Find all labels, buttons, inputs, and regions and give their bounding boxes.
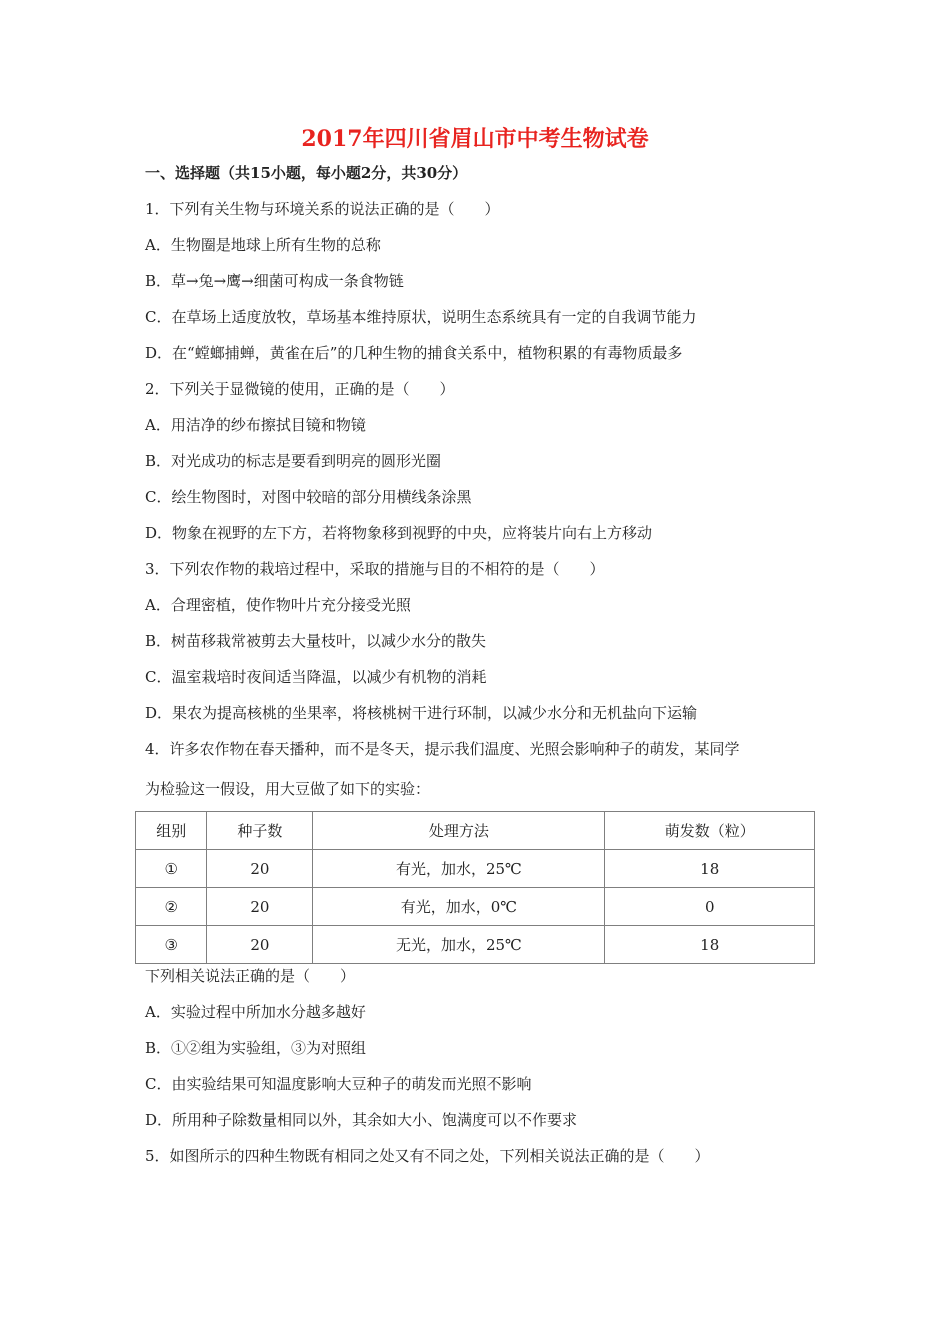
q2-option-a: A．用洁净的纱布擦拭目镜和物镜 [145,416,366,434]
section-heading: 一、选择题（共15小题，每小题2分，共30分） [145,164,468,182]
table-row [136,888,815,926]
q3-option-a: A．合理密植，使作物叶片充分接受光照 [145,596,411,614]
q4-stem-line3: 下列相关说法正确的是（ ） [145,967,356,985]
q3-option-d: D．果农为提高核桃的坐果率，将核桃树干进行环制，以减少水分和无机盐向下运输 [145,704,698,722]
q3-stem: 3．下列农作物的栽培过程中，采取的措施与目的不相符的是（ ） [145,560,605,578]
q4-stem-line2: 为检验这一假设，用大豆做了如下的实验： [145,780,431,798]
table-cell: 20 [207,926,313,964]
table-cell: 18 [605,850,815,888]
experiment-table [135,811,815,964]
table-cell: 有光，加水，25℃ [313,850,605,888]
q1-option-b: B．草→兔→鹰→细菌可构成一条食物链 [145,272,404,290]
q2-stem: 2．下列关于显微镜的使用，正确的是（ ） [145,380,455,398]
table-cell: 无光，加水，25℃ [313,926,605,964]
q4-option-c: C．由实验结果可知温度影响大豆种子的萌发而光照不影响 [145,1075,532,1093]
q4-option-a: A．实验过程中所加水分越多越好 [145,1003,366,1021]
q1-stem: 1．下列有关生物与环境关系的说法正确的是（ ） [145,200,500,218]
q1-option-c: C．在草场上适度放牧，草场基本维持原状，说明生态系统具有一定的自我调节能力 [145,308,697,326]
q3-option-c: C．温室栽培时夜间适当降温，以减少有机物的消耗 [145,668,487,686]
table-header-cell: 萌发数（粒） [605,812,815,850]
q1-option-d: D．在“螳螂捕蝉，黄雀在后”的几种生物的捕食关系中，植物积累的有毒物质最多 [145,344,683,362]
q4-stem-line1: 4．许多农作物在春天播种，而不是冬天，提示我们温度、光照会影响种子的萌发，某同学 [145,740,740,758]
table-cell: ③ [136,926,207,964]
q4-option-b: B．①②组为实验组，③为对照组 [145,1039,367,1057]
table-row [136,926,815,964]
table-cell: 有光，加水，0℃ [313,888,605,926]
q1-option-a: A．生物圈是地球上所有生物的总称 [145,236,381,254]
q2-option-c: C．绘生物图时，对图中较暗的部分用横线条涂黑 [145,488,472,506]
q3-option-b: B．树苗移栽常被剪去大量枝叶，以减少水分的散失 [145,632,487,650]
q2-option-d: D．物象在视野的左下方，若将物象移到视野的中央，应将装片向右上方移动 [145,524,653,542]
table-cell: 20 [207,888,313,926]
table-cell: ① [136,850,207,888]
q4-option-d: D．所用种子除数量相同以外，其余如大小、饱满度可以不作要求 [145,1111,578,1129]
table-header-row [136,812,815,850]
table-cell: 18 [605,926,815,964]
table-cell: 20 [207,850,313,888]
table-cell: 0 [605,888,815,926]
table-header-cell: 组别 [136,812,207,850]
table-header-cell: 处理方法 [313,812,605,850]
q5-stem: 5．如图所示的四种生物既有相同之处又有不同之处，下列相关说法正确的是（ ） [145,1147,710,1165]
table-row [136,850,815,888]
exam-title: 2017年四川省眉山市中考生物试卷 [301,126,649,152]
q2-option-b: B．对光成功的标志是要看到明亮的圆形光圈 [145,452,442,470]
table-header-cell: 种子数 [207,812,313,850]
table-cell: ② [136,888,207,926]
